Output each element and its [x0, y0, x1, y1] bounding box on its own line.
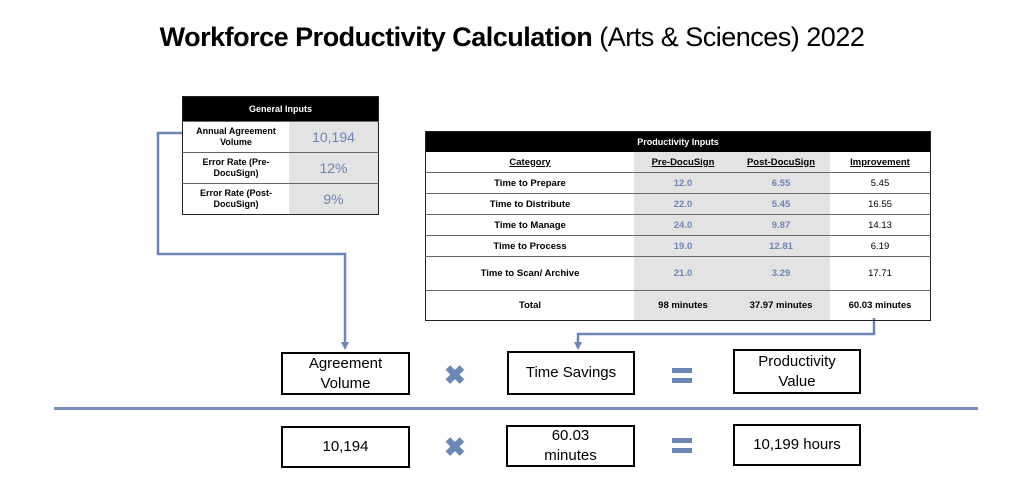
agreement-volume-value: 10,194 — [281, 426, 410, 468]
pre-cell: 19.0 — [634, 236, 732, 257]
equals-icon — [672, 438, 692, 458]
row-label: Error Rate (Post-DocuSign) — [183, 184, 290, 215]
total-label: Total — [426, 291, 635, 321]
row-value: 12% — [289, 153, 379, 184]
multiply-icon: ✖ — [444, 360, 466, 390]
column-headers — [426, 152, 931, 173]
row-value: 10,194 — [289, 122, 379, 153]
improvement-cell: 17.71 — [830, 257, 931, 291]
multiply-icon: ✖ — [444, 432, 466, 462]
title-bold: Workforce Productivity Calculation — [159, 22, 593, 52]
productivity-value-result: 10,199 hours — [733, 424, 861, 466]
equals-icon — [672, 368, 692, 388]
category-cell: Time to Scan/ Archive — [426, 257, 635, 291]
divider — [54, 407, 978, 410]
total-row — [426, 291, 931, 321]
improvement-cell: 14.13 — [830, 215, 931, 236]
table-row — [426, 257, 931, 291]
category-cell: Time to Process — [426, 236, 635, 257]
title-subtitle: (Arts & Sciences) 2022 — [592, 22, 865, 52]
total-post: 37.97 minutes — [732, 291, 830, 321]
time-savings-box: Time Savings — [507, 351, 635, 395]
category-cell: Time to Manage — [426, 215, 635, 236]
productivity-value-box: Productivity Value — [733, 349, 861, 394]
table-row — [183, 122, 379, 153]
post-cell: 5.45 — [732, 194, 830, 215]
table-row — [426, 173, 931, 194]
general-inputs-header: General Inputs — [183, 97, 379, 122]
post-cell: 9.87 — [732, 215, 830, 236]
row-label: Annual Agreement Volume — [183, 122, 290, 153]
table-row — [426, 194, 931, 215]
total-pre: 98 minutes — [634, 291, 732, 321]
table-row — [183, 153, 379, 184]
table-row — [183, 184, 379, 215]
productivity-inputs-header: Productivity Inputs — [426, 132, 931, 153]
col-header-post: Post-DocuSign — [732, 152, 830, 173]
pre-cell: 21.0 — [634, 257, 732, 291]
agreement-volume-box: Agreement Volume — [281, 352, 410, 395]
row-value: 9% — [289, 184, 379, 215]
total-improvement: 60.03 minutes — [830, 291, 931, 321]
col-header-pre: Pre-DocuSign — [634, 152, 732, 173]
improvement-cell: 5.45 — [830, 173, 931, 194]
productivity-inputs-table — [425, 131, 931, 321]
category-cell: Time to Distribute — [426, 194, 635, 215]
table-row — [426, 236, 931, 257]
post-cell: 3.29 — [732, 257, 830, 291]
time-savings-value: 60.03 minutes — [506, 425, 635, 467]
row-label: Error Rate (Pre-DocuSign) — [183, 153, 290, 184]
post-cell: 12.81 — [732, 236, 830, 257]
general-inputs-table — [182, 96, 379, 215]
category-cell: Time to Prepare — [426, 173, 635, 194]
improvement-cell: 6.19 — [830, 236, 931, 257]
pre-cell: 22.0 — [634, 194, 732, 215]
col-header-improvement: Improvement — [850, 156, 910, 168]
post-cell: 6.55 — [732, 173, 830, 194]
pre-cell: 12.0 — [634, 173, 732, 194]
col-header-category: Category — [509, 156, 551, 168]
improvement-cell: 16.55 — [830, 194, 931, 215]
table-row — [426, 215, 931, 236]
pre-cell: 24.0 — [634, 215, 732, 236]
